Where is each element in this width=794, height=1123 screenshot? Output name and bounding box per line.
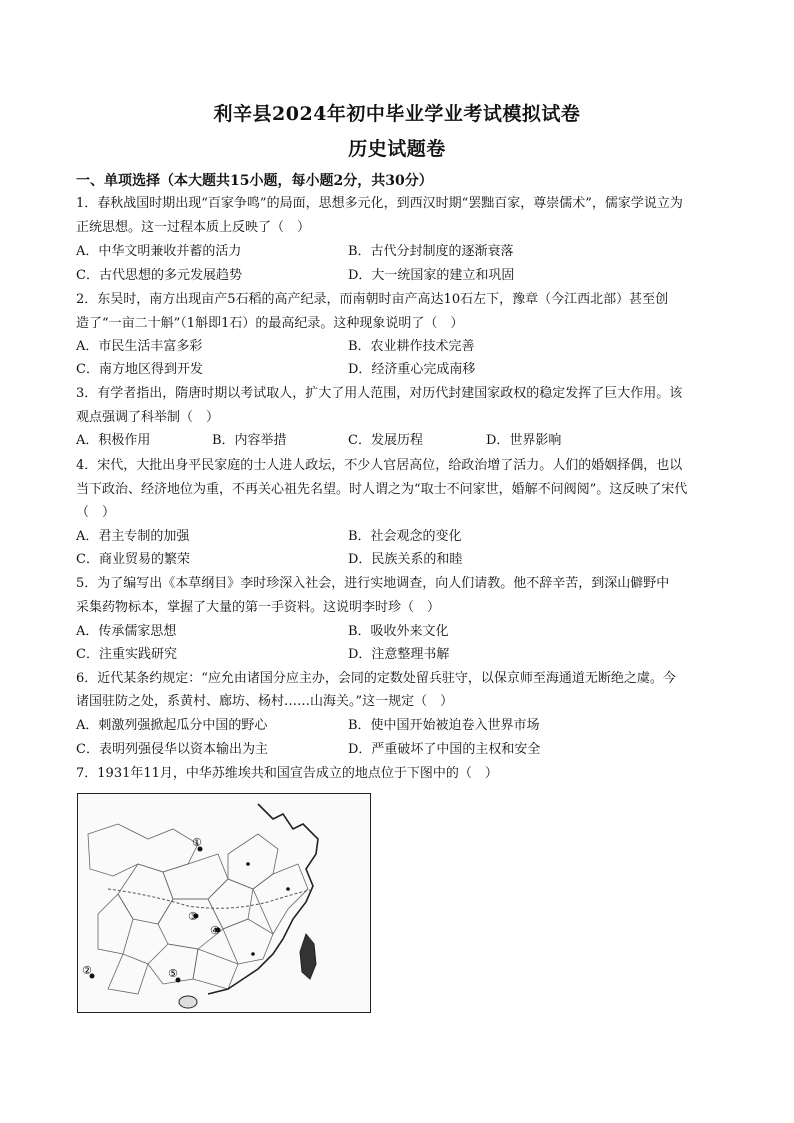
question-5-option-a: A．传承儒家思想	[76, 624, 177, 639]
question-5-option-d: D．注意整理书解	[348, 647, 450, 662]
question-2-option-b: B．农业耕作技术完善	[348, 339, 475, 354]
question-4-stem-line: 当下政治、经济地位为重，不再关心祖先名望。时人谓之为“取士不问家世，婚解不问阀阅”。这反映了宋代	[76, 482, 688, 497]
question-1-option-b: B．古代分封制度的逐渐衰落	[348, 244, 514, 259]
map-marker-1: ①	[192, 836, 202, 849]
map-marker-5: ⑤	[168, 967, 178, 980]
map-marker-4: ④	[210, 924, 220, 937]
question-6-option-c: C．表明列强侵华以资本输出为主	[76, 742, 268, 757]
map-marker-3: ③	[188, 910, 198, 923]
question-2-stem-line: 2．东吴时，南方出现亩产5石稻的高产纪录，而南朝时亩产高达10石左下，豫章（今江西北部）甚至创	[76, 292, 669, 307]
question-4-option-b: B．社会观念的变化	[348, 529, 462, 544]
question-1-stem-line: 1．春秋战国时期出现“百家争鸣”的局面，思想多元化，到西汉时期“罢黜百家，尊崇儒术”，儒家学说立为	[76, 196, 683, 211]
question-5-option-b: B．吸收外来文化	[348, 624, 449, 639]
question-4-stem-line: 4．宋代，大批出身平民家庭的士人进人政坛，不少人官居高位，给政治增了活力。人们的婚姻择偶，也以	[76, 458, 683, 473]
question-1-stem-line: 正统思想。这一过程本质上反映了（ ）	[76, 220, 311, 235]
map-figure	[77, 793, 371, 1013]
question-5-stem-line: 采集药物标本，掌握了大量的第一手资料。这说明李时珍（ ）	[76, 600, 441, 615]
question-4-option-c: C．商业贸易的繁荣	[76, 552, 190, 567]
question-6-stem-line: 诸国驻防之处，系黄村、廊坊、杨村……山海关。”这一规定（ ）	[76, 694, 454, 709]
china-map	[78, 794, 370, 1012]
question-6-option-b: B．使中国开始被迫卷入世界市场	[348, 718, 540, 733]
question-6-stem-line: 6．近代某条约规定：“应允由诸国分应主办，会同的定数处留兵驻守，以保京师至海通道无断绝之虞。今	[76, 671, 676, 686]
question-6-option-d: D．严重破坏了中国的主权和安全	[348, 742, 541, 757]
question-4-stem-line: （ ）	[76, 505, 116, 520]
question-3-option-c: C．发展历程	[348, 433, 423, 448]
question-2-option-d: D．经济重心完成南移	[348, 362, 476, 377]
question-3-stem-line: 观点强调了科举制（ ）	[76, 410, 220, 425]
question-1-option-c: C．古代思想的多元发展趋势	[76, 268, 242, 283]
question-1-option-a: A．中华文明兼收并蓄的活力	[76, 244, 242, 259]
question-3-option-b: B．内容举措	[212, 433, 287, 448]
exam-subtitle: 历史试题卷	[348, 138, 446, 160]
question-4-option-a: A．君主专制的加强	[76, 529, 190, 544]
question-3-stem-line: 3．有学者指出，隋唐时期以考试取人，扩大了用人范围，对历代封建国家政权的稳定发挥了巨大作用。该	[76, 386, 683, 401]
question-2-stem-line: 造了“一亩二十斛”（1斛即1石）的最高纪录。这种现象说明了（ ）	[76, 316, 464, 331]
map-marker-2: ②	[82, 964, 92, 977]
question-4-option-d: D．民族关系的和睦	[348, 552, 463, 567]
exam-title: 利辛县2024年初中毕业学业考试模拟试卷	[213, 103, 581, 125]
question-5-option-c: C．注重实践研究	[76, 647, 177, 662]
section-heading: 一、单项选择（本大题共15小题，每小题2分，共30分）	[76, 173, 433, 189]
question-2-option-a: A．市民生活丰富多彩	[76, 339, 203, 354]
question-7-stem-line: 7．1931年11月，中华苏维埃共和国宣告成立的地点位于下图中的（ ）	[76, 766, 498, 781]
question-5-stem-line: 5．为了编写出《本草纲目》李时珍深入社会，进行实地调查，向人们请教。他不辞辛苦，到深山僻野中	[76, 576, 670, 591]
question-6-option-a: A．刺激列强掀起瓜分中国的野心	[76, 718, 268, 733]
question-3-option-d: D．世界影响	[486, 433, 562, 448]
question-1-option-d: D．大一统国家的建立和巩固	[348, 268, 515, 283]
question-3-option-a: A．积极作用	[76, 433, 151, 448]
question-2-option-c: C．南方地区得到开发	[76, 362, 203, 377]
